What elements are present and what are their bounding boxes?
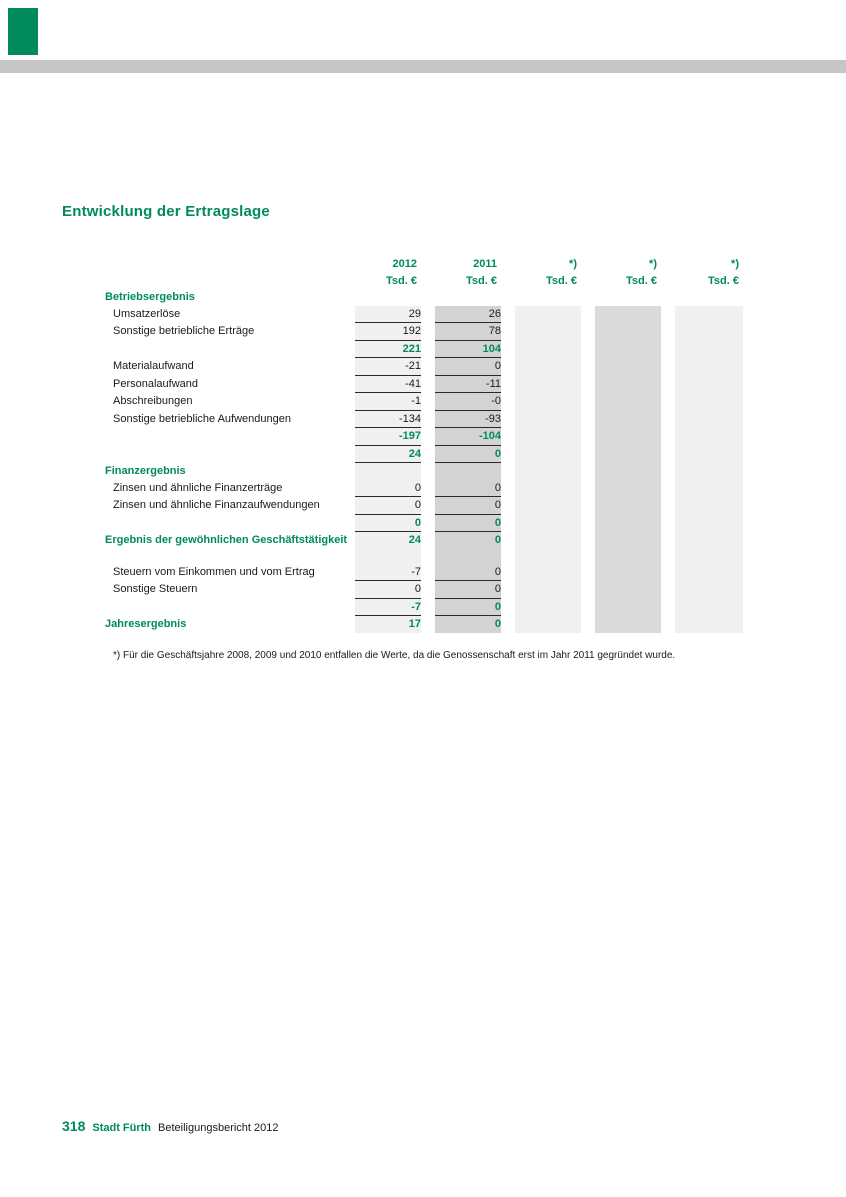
value-col3	[515, 393, 581, 411]
value-col5	[675, 549, 743, 564]
value-col3	[515, 497, 581, 515]
page-footer	[62, 1118, 279, 1134]
table-row	[105, 480, 743, 497]
income-statement-table-wrap	[105, 255, 743, 633]
value-col3	[515, 463, 581, 480]
value-col3	[515, 410, 581, 428]
table-row-subtotal	[105, 340, 743, 358]
footer-brand: Stadt Fürth	[92, 1122, 152, 1134]
value-2012: 0	[355, 480, 421, 497]
value-col5	[675, 564, 743, 581]
value-col4	[595, 393, 661, 411]
value-2011: 104	[435, 340, 501, 358]
value-col3	[515, 289, 581, 306]
header-empty	[105, 255, 355, 272]
value-2012: -134	[355, 410, 421, 428]
table-row	[105, 581, 743, 599]
value-2011: -0	[435, 393, 501, 411]
value-col4	[595, 532, 661, 549]
value-2011: 0	[435, 514, 501, 532]
table-row	[105, 393, 743, 411]
value-col5	[675, 480, 743, 497]
value-2011: 0	[435, 358, 501, 376]
value-col3	[515, 616, 581, 633]
income-statement-table	[105, 255, 743, 633]
footnote: *) Für die Geschäftsjahre 2008, 2009 und 2010 entfallen die Werte, da die Genossenschaft erst im Jahr 2011 gegründet wurde.	[113, 650, 676, 661]
row-label: Jahresergebnis	[105, 618, 187, 630]
value-2011: -93	[435, 410, 501, 428]
header-empty	[105, 272, 355, 289]
row-label: Materialaufwand	[113, 360, 194, 373]
col-unit-5: Tsd. €	[708, 274, 739, 287]
value-col4	[595, 410, 661, 428]
value-col5	[675, 393, 743, 411]
value-col3	[515, 428, 581, 446]
value-col5	[675, 616, 743, 633]
page-number: 318	[62, 1118, 86, 1134]
col-year-2012: 2012	[392, 257, 417, 270]
value-2012: 17	[355, 616, 421, 633]
value-col5	[675, 532, 743, 549]
value-col5	[675, 306, 743, 323]
value-col4	[595, 463, 661, 480]
value-2012: -41	[355, 375, 421, 393]
value-col5	[675, 445, 743, 463]
value-2012: 24	[355, 445, 421, 463]
value-col4	[595, 289, 661, 306]
value-2011: 0	[435, 497, 501, 515]
value-col5	[675, 358, 743, 376]
value-col3	[515, 598, 581, 616]
value-col3	[515, 340, 581, 358]
row-label	[105, 549, 355, 564]
row-label: Steuern vom Einkommen und vom Ertrag	[113, 566, 315, 578]
value-2011	[435, 289, 501, 306]
page-title: Entwicklung der Ertragslage	[62, 203, 270, 220]
value-col5	[675, 428, 743, 446]
value-2012	[355, 289, 421, 306]
value-2012: 24	[355, 532, 421, 549]
value-col3	[515, 358, 581, 376]
row-label	[105, 598, 355, 616]
value-col5	[675, 375, 743, 393]
table-row-subtotal	[105, 445, 743, 463]
row-label	[105, 445, 355, 463]
table-row-spacer	[105, 549, 743, 564]
table-row-subtotal	[105, 428, 743, 446]
value-2011: 0	[435, 532, 501, 549]
table-row	[105, 358, 743, 376]
row-label: Betriebsergebnis	[105, 291, 195, 304]
col-year-2011: 2011	[473, 257, 497, 270]
value-2012: -7	[355, 598, 421, 616]
value-col3	[515, 480, 581, 497]
value-col5	[675, 463, 743, 480]
value-2011	[435, 463, 501, 480]
value-col3	[515, 323, 581, 341]
row-label: Ergebnis der gewöhnlichen Geschäftstätigkeit	[105, 534, 348, 546]
value-col4	[595, 616, 661, 633]
value-col3	[515, 532, 581, 549]
col-unit-3: Tsd. €	[546, 274, 577, 287]
row-label: Abschreibungen	[113, 395, 193, 408]
table-row	[105, 497, 743, 515]
value-2012: 192	[355, 323, 421, 341]
table-row-result	[105, 532, 743, 549]
table-row-result	[105, 616, 743, 633]
col-unit-2012: Tsd. €	[386, 274, 417, 287]
value-2012: -7	[355, 564, 421, 581]
value-2012: -21	[355, 358, 421, 376]
value-col4	[595, 306, 661, 323]
col-unit-2011: Tsd. €	[466, 274, 497, 287]
table-row-section	[105, 463, 743, 480]
value-col5	[675, 323, 743, 341]
table-row-subtotal	[105, 514, 743, 532]
value-2011: 0	[435, 445, 501, 463]
value-col3	[515, 549, 581, 564]
value-2012	[355, 463, 421, 480]
row-label: Zinsen und ähnliche Finanzaufwendungen	[113, 499, 320, 512]
value-col4	[595, 581, 661, 599]
value-col3	[515, 445, 581, 463]
table-row	[105, 375, 743, 393]
col-year-5: *)	[731, 257, 739, 270]
value-2011	[435, 549, 501, 564]
row-label: Umsatzerlöse	[113, 308, 181, 320]
table-row	[105, 323, 743, 341]
table-header-units	[105, 272, 743, 289]
col-year-4: *)	[649, 257, 657, 270]
value-col4	[595, 445, 661, 463]
value-col4	[595, 564, 661, 581]
value-col3	[515, 581, 581, 599]
value-col4	[595, 340, 661, 358]
value-2012: -1	[355, 393, 421, 411]
value-col5	[675, 410, 743, 428]
row-label	[105, 514, 355, 532]
value-col4	[595, 598, 661, 616]
row-label: Sonstige Steuern	[113, 583, 198, 596]
value-2012: 29	[355, 306, 421, 323]
value-2011: -104	[435, 428, 501, 446]
value-2012: 0	[355, 581, 421, 599]
value-col4	[595, 375, 661, 393]
value-col4	[595, 323, 661, 341]
col-year-3: *)	[569, 257, 577, 270]
footer-report-title: Beteiligungsbericht 2012	[158, 1122, 279, 1134]
value-col3	[515, 375, 581, 393]
row-label: Sonstige betriebliche Erträge	[113, 325, 255, 338]
value-col5	[675, 289, 743, 306]
value-2011: 0	[435, 564, 501, 581]
row-label: Zinsen und ähnliche Finanzerträge	[113, 482, 283, 494]
value-col4	[595, 514, 661, 532]
value-col3	[515, 514, 581, 532]
corner-accent-block	[8, 8, 38, 55]
value-col4	[595, 480, 661, 497]
value-col5	[675, 497, 743, 515]
value-col4	[595, 497, 661, 515]
row-label: Finanzergebnis	[105, 465, 186, 477]
value-2011: 0	[435, 581, 501, 599]
value-2011: 0	[435, 616, 501, 633]
value-col3	[515, 564, 581, 581]
header-gray-bar	[0, 60, 846, 73]
value-col5	[675, 514, 743, 532]
row-label	[105, 428, 355, 446]
value-2011: 26	[435, 306, 501, 323]
row-label: Sonstige betriebliche Aufwendungen	[113, 412, 291, 425]
table-row	[105, 306, 743, 323]
value-2012: -197	[355, 428, 421, 446]
table-header-years	[105, 255, 743, 272]
table-row	[105, 564, 743, 581]
col-unit-4: Tsd. €	[626, 274, 657, 287]
table-row	[105, 410, 743, 428]
value-col4	[595, 358, 661, 376]
value-2011: -11	[435, 375, 501, 393]
value-col4	[595, 549, 661, 564]
value-2011: 0	[435, 480, 501, 497]
value-2012: 221	[355, 340, 421, 358]
value-2012: 0	[355, 514, 421, 532]
table-row-subtotal	[105, 598, 743, 616]
row-label	[105, 340, 355, 358]
value-col4	[595, 428, 661, 446]
row-label: Personalaufwand	[113, 377, 199, 390]
value-col5	[675, 598, 743, 616]
value-2012	[355, 549, 421, 564]
value-col3	[515, 306, 581, 323]
value-2011: 0	[435, 598, 501, 616]
value-2012: 0	[355, 497, 421, 515]
value-col5	[675, 581, 743, 599]
value-2011: 78	[435, 323, 501, 341]
table-row-section	[105, 289, 743, 306]
value-col5	[675, 340, 743, 358]
